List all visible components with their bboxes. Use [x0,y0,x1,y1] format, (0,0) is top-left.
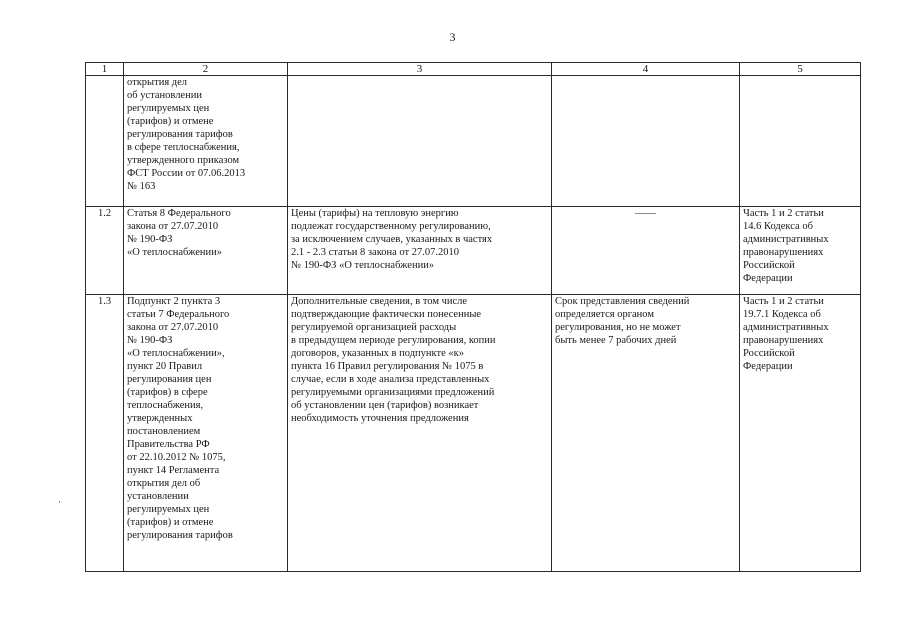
deadline-cell: —— [552,207,740,295]
requirement-cell: Дополнительные сведения, в том числе подтверждающие фактически понесенные регулируемой организацией расходы в предыдущем периоде регулирования, копии договоров, указанных в подпункте «к» пункта 16 Правил регулирования № 1075 в случае, если в ходе анализа представленных регулируемыми организациями предложений об установлении цен (тарифов) возникает необходимость уточнения предложения [288,295,552,572]
requirement-cell [288,76,552,207]
regulation-table [85,62,861,572]
deadline-cell [552,76,740,207]
column-header-2: 2 [124,63,288,76]
requirement-cell: Цены (тарифы) на тепловую энергию подлежат государственному регулированию, за исключением случаев, указанных в частях 2.1 - 2.3 статьи 8 закона от 27.07.2010 № 190-ФЗ «О теплоснабжении» [288,207,552,295]
page-number: 3 [449,30,456,44]
deadline-cell: Срок представления сведений определяется органом регулирования, но не может быть менее 7 рабочих дней [552,295,740,572]
legal-basis-cell: Подпункт 2 пункта 3 статьи 7 Федерального закона от 27.07.2010 № 190-ФЗ «О теплоснабжении», пункт 20 Правил регулирования цен (тарифов) в сфере теплоснабжения, утвержденных постановлением Правительства РФ от 22.10.2012 № 1075, пункт 14 Регламента открытия дел об установлении регулируемых цен (тарифов) и отмене регулирования тарифов [124,295,288,572]
table-row [86,207,861,295]
table-row [86,295,861,572]
liability-cell [740,76,861,207]
legal-basis-cell: Статья 8 Федерального закона от 27.07.2010 № 190-ФЗ «О теплоснабжении» [124,207,288,295]
liability-cell: Часть 1 и 2 статьи 19.7.1 Кодекса об административных правонарушениях Российской Федерации [740,295,861,572]
column-header-4: 4 [552,63,740,76]
row-number-cell [86,76,124,207]
table-header-row [86,63,861,76]
row-number-cell: 1.2 [86,207,124,295]
liability-cell: Часть 1 и 2 статьи 14.6 Кодекса об административных правонарушениях Российской Федерации [740,207,861,295]
table-row [86,76,861,207]
legal-basis-cell: открытия дел об установлении регулируемых цен (тарифов) и отмене регулирования тарифов в сфере теплоснабжения, утвержденного приказом ФСТ России от 07.06.2013 № 163 [124,76,288,207]
column-header-3: 3 [288,63,552,76]
column-header-5: 5 [740,63,861,76]
row-number-cell: 1.3 [86,295,124,572]
column-header-1: 1 [86,63,124,76]
stray-mark: · [58,497,61,507]
